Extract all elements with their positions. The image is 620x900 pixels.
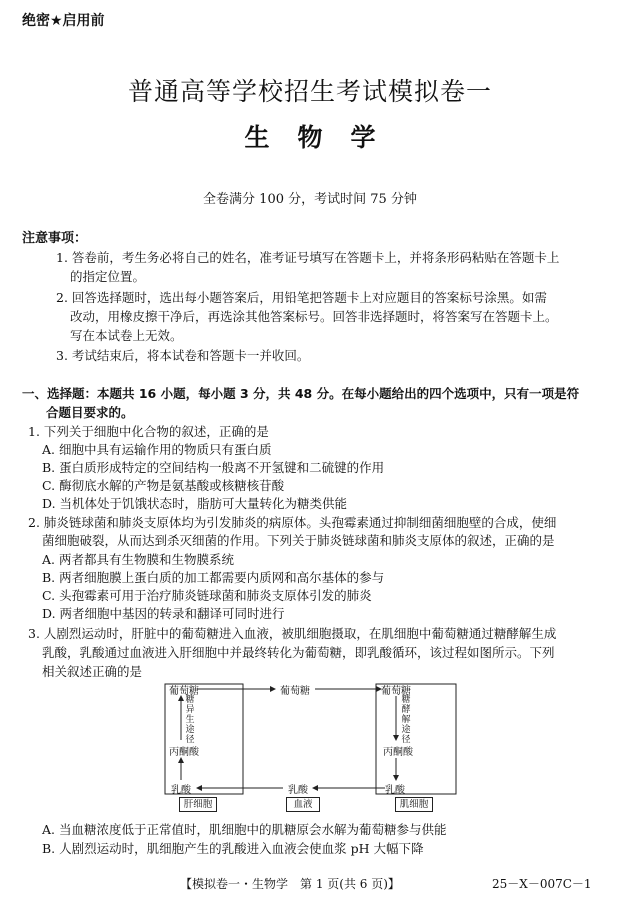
lactate-cycle-diagram [163, 680, 458, 812]
question-2-option-b: B. 两者细胞膜上蛋白质的加工都需要内质网和高尔基体的参与 [42, 570, 385, 585]
question-3-option-a: A. 当血糖浓度低于正常值时，肌细胞中的肌糖原会水解为葡萄糖参与供能 [42, 822, 447, 837]
exam-title: 普通高等学校招生考试模拟卷一 [127, 77, 492, 106]
question-1-stem: 1. 下列关于细胞中化合物的叙述，正确的是 [28, 424, 269, 439]
muscle-lactate-label: 乳酸 [385, 785, 405, 796]
subject-title: 生物学 [244, 123, 404, 152]
question-2-option-c: C. 头孢霉素可用于治疗肺炎链球菌和肺炎支原体引发的肺炎 [42, 588, 372, 603]
notice-line: 的指定位置。 [70, 269, 146, 284]
blood-glucose-label: 葡萄糖 [280, 686, 310, 697]
question-1-option-a: A. 细胞中具有运输作用的物质只有蛋白质 [42, 442, 272, 457]
liver-lactate-label: 乳酸 [171, 785, 191, 796]
section-heading-cont: 合题目要求的。 [46, 405, 134, 420]
section-heading: 一、选择题：本题共 16 小题，每小题 3 分，共 48 分。在每小题给出的四个选项中，只有一项是符 [22, 386, 580, 401]
notice-heading: 注意事项： [22, 231, 88, 246]
liver-glucose-label: 葡萄糖 [169, 686, 199, 697]
glycolysis-label: 糖酵解途径 [401, 695, 411, 745]
question-2-stem: 2. 肺炎链球菌和肺炎支原体均为引发肺炎的病原体。头孢霉素通过抑制细菌细胞壁的合成，使细 [28, 515, 557, 530]
muscle-cell-boundary [376, 684, 456, 794]
notice-line: 3. 考试结束后，将本试卷和答题卡一并收回。 [56, 348, 310, 363]
notice-line: 2. 回答选择题时，选出每小题答案后，用铅笔把答题卡上对应题目的答案标号涂黑。如需 [56, 290, 547, 305]
exam-code: 25－X－007C－1 [492, 877, 592, 891]
question-3-stem: 3. 人剧烈运动时，肝脏中的葡萄糖进入血液，被肌细胞摄取，在肌细胞中葡萄糖通过糖酵解生成 [28, 626, 557, 641]
question-3-stem-cont: 乳酸，乳酸通过血液进入肝细胞中并最终转化为葡萄糖，即乳酸循环，该过程如图所示。下列 [42, 645, 555, 660]
blood-lactate-label: 乳酸 [288, 785, 308, 796]
liver-pyruvate-label: 丙酮酸 [169, 747, 199, 758]
muscle-pyruvate-label: 丙酮酸 [383, 747, 413, 758]
question-3-stem-cont: 相关叙述正确的是 [42, 664, 143, 679]
muscle-glucose-label: 葡萄糖 [381, 686, 411, 697]
question-2-option-d: D. 两者细胞中基因的转录和翻译可同时进行 [42, 606, 285, 621]
diagram-arrows [163, 680, 458, 812]
muscle-cell-box: 肌细胞 [395, 797, 433, 812]
liver-cell-box: 肝细胞 [179, 797, 217, 812]
question-2-option-a: A. 两者都具有生物膜和生物膜系统 [42, 552, 234, 567]
blood-box: 血液 [286, 797, 320, 812]
question-1-option-c: C. 酶彻底水解的产物是氨基酸或核糖核苷酸 [42, 478, 285, 493]
notice-line: 写在本试卷上无效。 [70, 328, 183, 343]
notice-line: 1. 答卷前，考生务必将自己的姓名，准考证号填写在答题卡上，并将条形码粘贴在答题卡上 [56, 250, 560, 265]
notice-line: 改动，用橡皮擦干净后，再选涂其他答案标号。回答非选择题时，将答案写在答题卡上。 [70, 309, 558, 324]
page-footer: 【模拟卷一・生物学 第 1 页(共 6 页)】 [180, 877, 400, 891]
question-3-option-b: B. 人剧烈运动时，肌细胞产生的乳酸进入血液会使血浆 pH 大幅下降 [42, 841, 424, 856]
gluconeogenesis-label: 糖异生途径 [185, 695, 195, 745]
question-1-option-d: D. 当机体处于饥饿状态时，脂肪可大量转化为糖类供能 [42, 496, 348, 511]
score-time-info: 全卷满分 100 分，考试时间 75 分钟 [203, 192, 417, 207]
liver-cell-boundary [165, 684, 243, 794]
question-1-option-b: B. 蛋白质形成特定的空间结构一般离不开氢键和二硫键的作用 [42, 460, 385, 475]
question-2-stem-cont: 菌细胞破裂，从而达到杀灭细菌的作用。下列关于肺炎链球菌和肺炎支原体的叙述，正确的是 [42, 533, 555, 548]
confidential-label: 绝密★启用前 [22, 13, 105, 29]
